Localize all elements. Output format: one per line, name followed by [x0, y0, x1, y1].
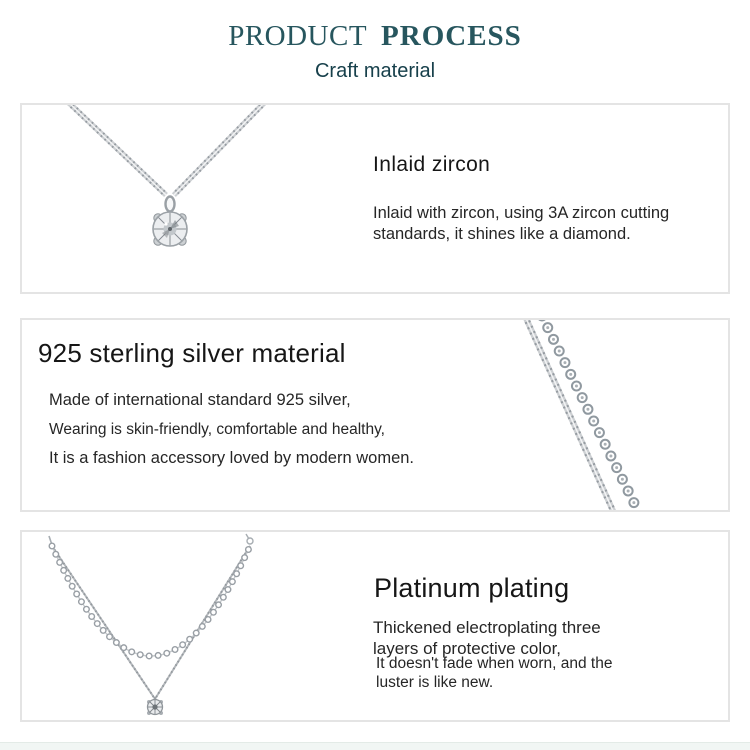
section-platinum-plating [20, 530, 730, 722]
bottom-divider [0, 742, 750, 750]
section-body-text: Inlaid with zircon, using 3A zircon cutting standards, it shines like a diamond. [373, 204, 670, 244]
section-body-line: It is a fashion accessory loved by modern women. [49, 449, 415, 467]
solitaire-pendant-necklace-image [22, 105, 728, 292]
page-title-bold: PROCESS [381, 20, 522, 52]
section-body-text: Thickened electroplating three layers of protective color, [373, 618, 601, 658]
section-body-text: It doesn't fade when worn, and the luster is like new. [376, 655, 613, 692]
page-title-regular: PRODUCT [228, 20, 368, 52]
page-title [0, 0, 750, 53]
header [0, 0, 750, 83]
section-heading: 925 sterling silver material [38, 338, 346, 368]
section-body-line: Wearing is skin-friendly, comfortable and healthy, [49, 421, 385, 438]
section-heading: Inlaid zircon [373, 153, 491, 176]
section-sterling-silver [20, 318, 730, 512]
section-body-line: Made of international standard 925 silver, [49, 391, 351, 409]
section-inlaid-zircon [20, 103, 730, 294]
page-subtitle: Craft material [314, 60, 436, 82]
section-heading: Platinum plating [374, 573, 570, 603]
